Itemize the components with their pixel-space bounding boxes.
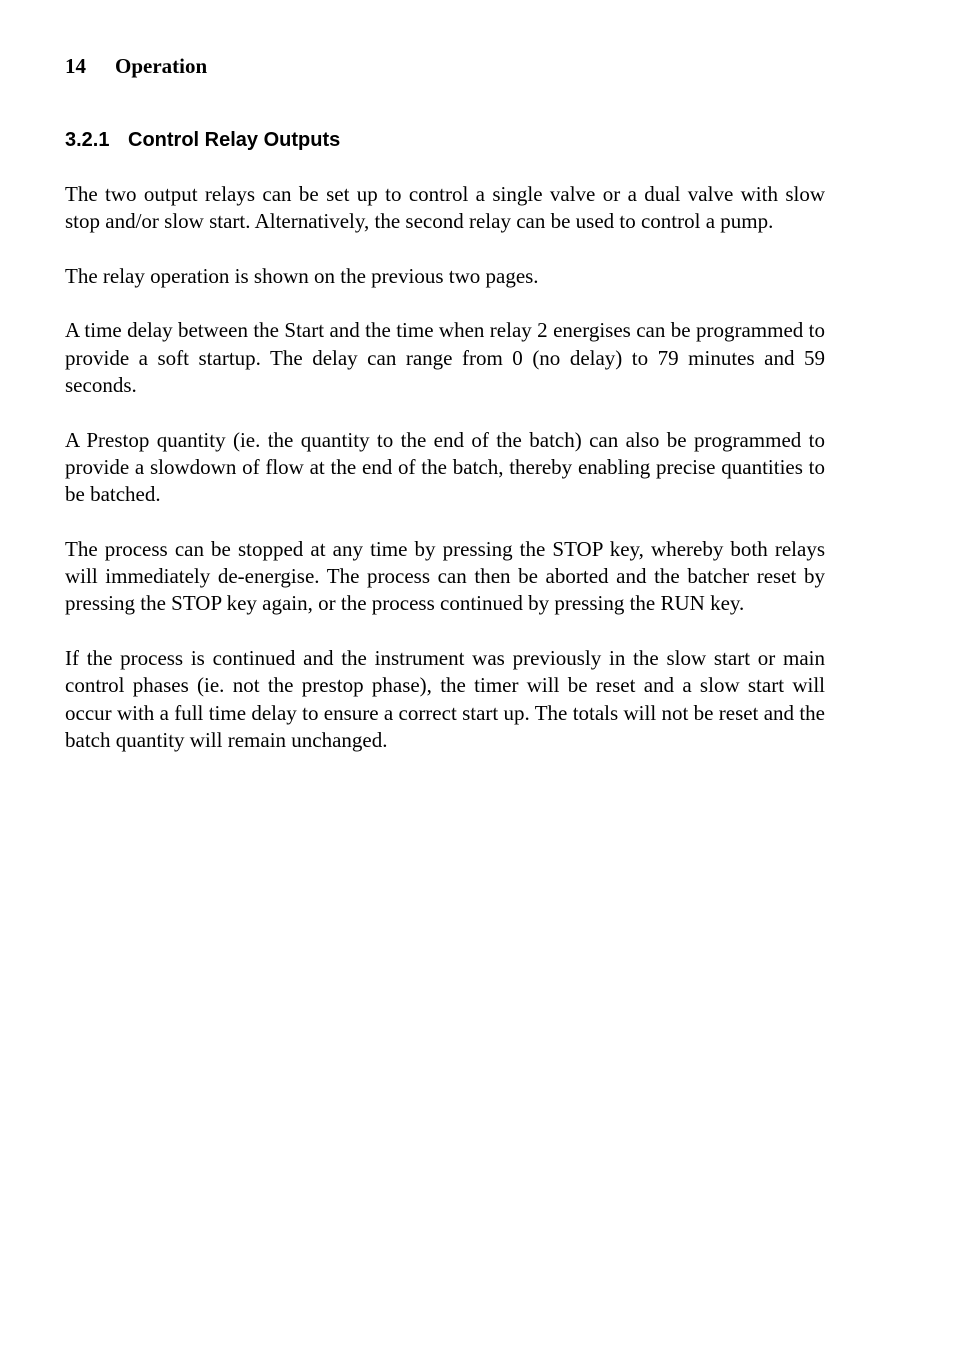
page-header (65, 52, 207, 80)
paragraph-continue-process: If the process is continued and the instrument was previously in the slow start or main control phases (ie. not the prestop phase), the timer will be reset and a slow start will occur with a full time delay to ensure a correct start up. The totals will not be reset and the batch quantity will remain unchanged. (65, 646, 825, 752)
paragraph-relay-operation: The relay operation is shown on the previous two pages. (65, 263, 539, 288)
section-heading (65, 126, 340, 154)
chapter-title: Operation (115, 54, 208, 78)
paragraph-prestop: A Prestop quantity (ie. the quantity to the end of the batch) can also be programmed to provide a slowdown of flow at the end of the batch, thereby enabling precise quantities to be batched. (65, 427, 825, 507)
section-number: 3.2.1 (65, 129, 110, 151)
body-text (65, 181, 825, 754)
paragraph-relay-setup: The two output relays can be set up to control a single valve or a dual valve with slow stop and/or slow start. Alternatively, the second relay can be used to control a pump. (65, 182, 825, 234)
paragraph-stop-process: The process can be stopped at any time by pressing the STOP key, whereby both relays will immediately de-energise. The process can then be aborted and the batcher reset by pressing the STOP key again, or the process continued by pressing the RUN key. (65, 536, 825, 616)
page-number: 14 (65, 54, 86, 78)
paragraph-time-delay: A time delay between the Start and the time when relay 2 energises can be programmed to provide a soft startup. The delay can range from 0 (no delay) to 79 minutes and 59 seconds. (65, 318, 825, 398)
section-title: Control Relay Outputs (128, 129, 341, 151)
